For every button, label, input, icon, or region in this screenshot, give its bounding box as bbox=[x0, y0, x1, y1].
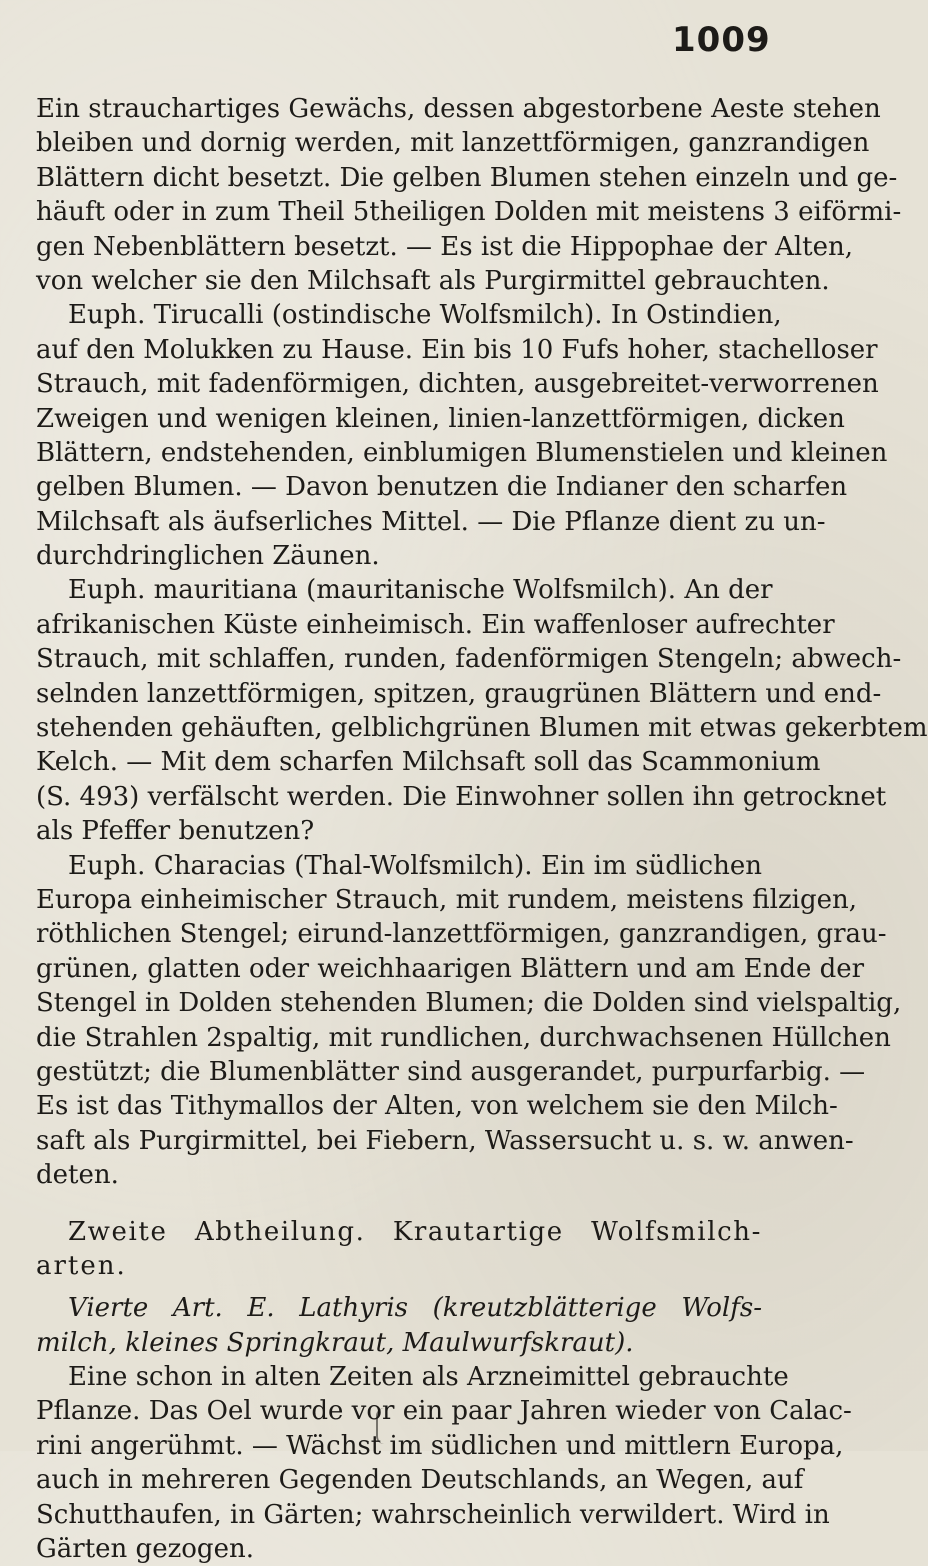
species-heading: milch, kleines Springkraut, Maulwurfskraut). bbox=[36, 1327, 634, 1358]
bleed-through-mark bbox=[376, 1408, 386, 1444]
text-line: stehenden gehäuften, gelblichgrünen Blumen mit etwas gekerbtem bbox=[36, 713, 928, 744]
text-line: grünen, glatten oder weichhaarigen Blättern und am Ende der bbox=[36, 953, 865, 984]
text-line: Zweigen und wenigen kleinen, linien-lanzettförmigen, dicken bbox=[36, 403, 845, 434]
text-line: Europa einheimischer Strauch, mit rundem, meistens filzigen, bbox=[36, 884, 857, 915]
text-line: Gärten gezogen. bbox=[36, 1534, 254, 1565]
text-line: die Strahlen 2spaltig, mit rundlichen, durchwachsenen Hüllchen bbox=[36, 1022, 891, 1053]
text-line: auch in mehreren Gegenden Deutschlands, an Wegen, auf bbox=[36, 1465, 804, 1496]
text-line: gen Nebenblättern besetzt. — Es ist die Hippophae der Alten, bbox=[36, 231, 853, 262]
page-number: 1009 bbox=[672, 20, 771, 60]
text-line: gestützt; die Blumenblätter sind ausgerandet, purpurfarbig. — bbox=[36, 1056, 866, 1087]
text-line: Pflanze. Das Oel wurde vor ein paar Jahren wieder von Calac- bbox=[36, 1396, 852, 1427]
text-line: selnden lanzettförmigen, spitzen, graugrünen Blättern und end- bbox=[36, 678, 882, 709]
text-line: röthlichen Stengel; eirund-lanzettförmigen, ganzrandigen, grau- bbox=[36, 919, 887, 950]
section-heading: arten. bbox=[36, 1250, 127, 1281]
text-line: Milchsaft als äufserliches Mittel. — Die Pflanze dient zu un- bbox=[36, 506, 826, 537]
text-line: auf den Molukken zu Hause. Ein bis 10 Fufs hoher, stachelloser bbox=[36, 334, 878, 365]
text-line: Ein strauchartiges Gewächs, dessen abgestorbene Aeste stehen bbox=[36, 94, 881, 124]
text-line: bleiben und dornig werden, mit lanzettförmigen, ganzrandigen bbox=[36, 128, 870, 159]
text-line: deten. bbox=[36, 1160, 119, 1191]
text-line: saft als Purgirmittel, bei Fiebern, Wassersucht u. s. w. anwen- bbox=[36, 1125, 854, 1156]
text-line: Strauch, mit fadenförmigen, dichten, ausgebreitet-verworrenen bbox=[36, 369, 879, 400]
text-line: Blättern dicht besetzt. Die gelben Blumen stehen einzeln und ge- bbox=[36, 162, 898, 193]
text-line: Kelch. — Mit dem scharfen Milchsaft soll das Scammonium bbox=[36, 747, 821, 778]
text-line: Stengel in Dolden stehenden Blumen; die Dolden sind vielspaltig, bbox=[36, 988, 902, 1019]
text-line: gelben Blumen. — Davon benutzen die Indianer den scharfen bbox=[36, 472, 848, 503]
section-heading: Zweite Abtheilung. Krautartige Wolfsmilch- bbox=[68, 1216, 762, 1247]
species-entry-heading: Euph. Characias (Thal-Wolfsmilch). Ein im südlichen bbox=[68, 850, 762, 881]
species-heading: Vierte Art. E. Lathyris (kreutzblätterige Wolfs- bbox=[68, 1293, 762, 1324]
text-line: Blättern, endstehenden, einblumigen Blumenstielen und kleinen bbox=[36, 437, 888, 468]
text-line: afrikanischen Küste einheimisch. Ein waffenloser aufrechter bbox=[36, 609, 835, 640]
text-line: Strauch, mit schlaffen, runden, fadenförmigen Stengeln; abwech- bbox=[36, 644, 902, 675]
species-entry-heading: Euph. Tirucalli (ostindische Wolfsmilch). In Ostindien, bbox=[68, 300, 782, 331]
body-text bbox=[36, 92, 928, 1566]
text-line: als Pfeffer benutzen? bbox=[36, 816, 315, 847]
text-line: Schutthaufen, in Gärten; wahrscheinlich verwildert. Wird in bbox=[36, 1499, 830, 1530]
text-line: häuft oder in zum Theil 5theiligen Dolden mit meistens 3 eiförmi- bbox=[36, 197, 902, 228]
text-line: (S. 493) verfälscht werden. Die Einwohner sollen ihn getrocknet bbox=[36, 781, 887, 812]
species-entry-heading: Euph. mauritiana (mauritanische Wolfsmilch). An der bbox=[68, 575, 773, 606]
text-line: Es ist das Tithymallos der Alten, von welchem sie den Milch- bbox=[36, 1091, 838, 1122]
text-line: durchdringlichen Zäunen. bbox=[36, 541, 380, 572]
text-line: von welcher sie den Milchsaft als Purgirmittel gebrauchten. bbox=[36, 265, 830, 296]
text-line: Eine schon in alten Zeiten als Arzneimittel gebrauchte bbox=[68, 1362, 789, 1393]
text-line: rini angerühmt. — Wächst im südlichen und mittlern Europa, bbox=[36, 1430, 844, 1461]
